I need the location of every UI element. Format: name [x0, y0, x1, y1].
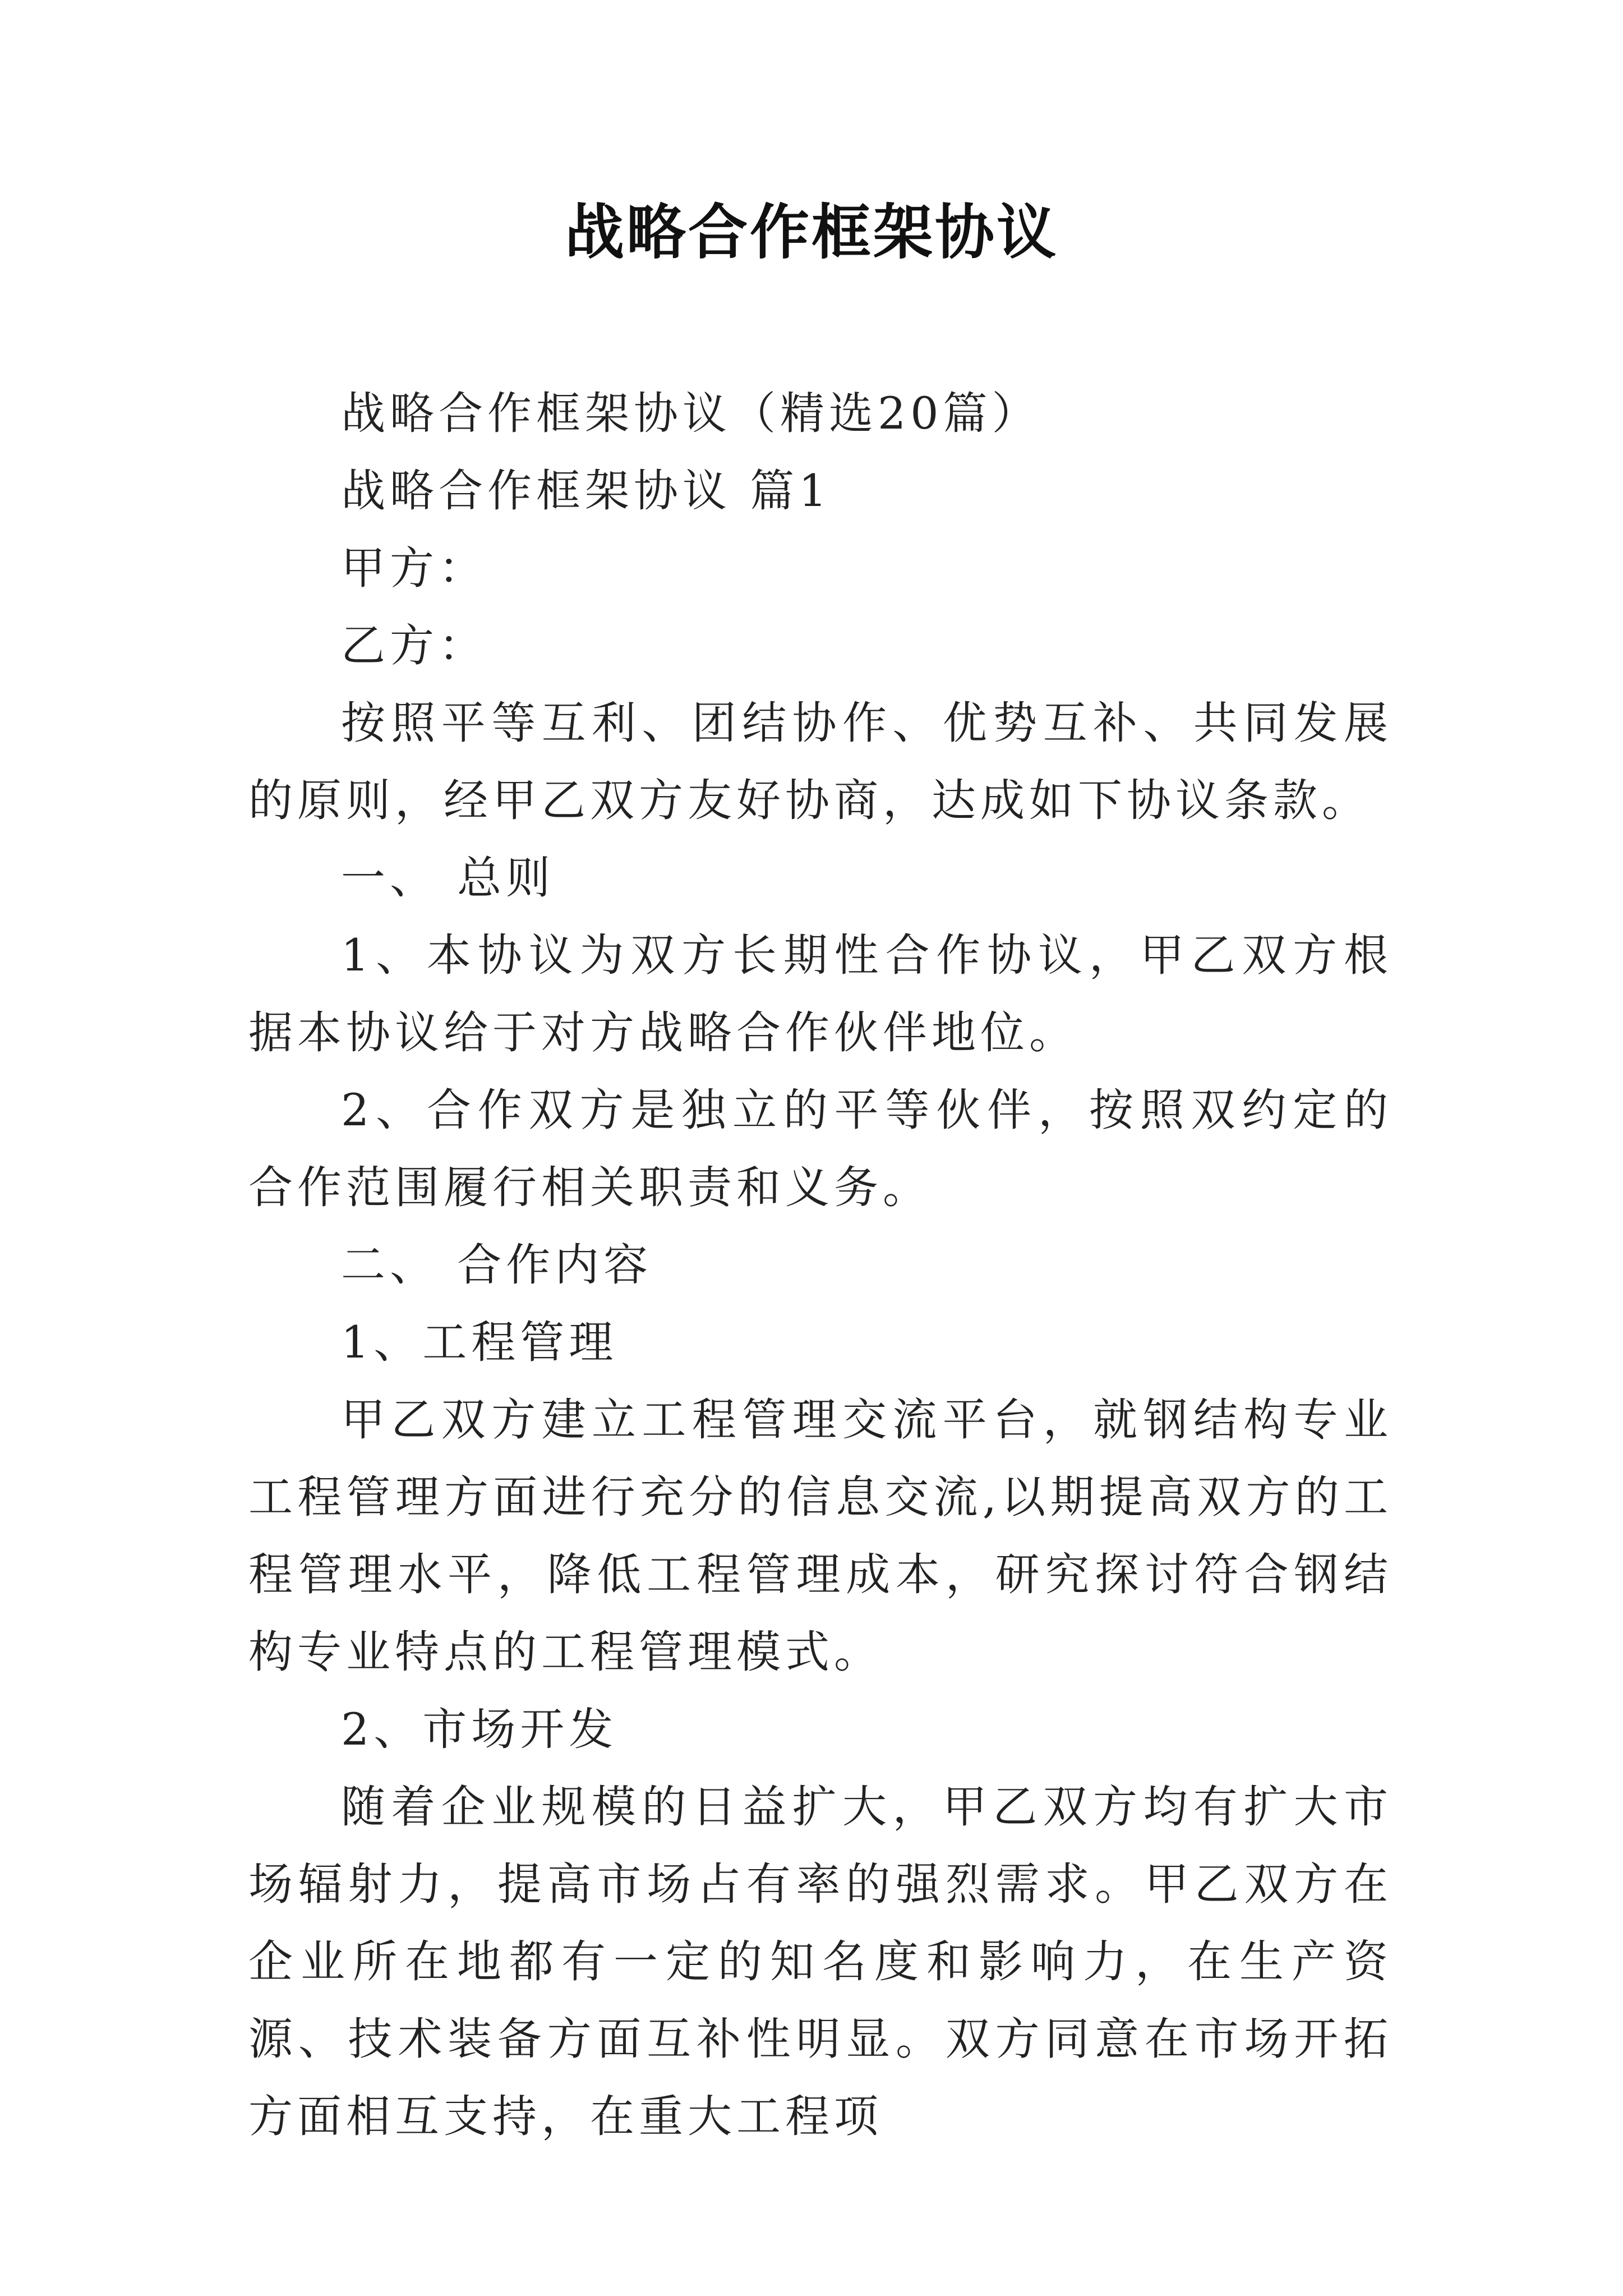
- paragraph-heading-cooperation: 二、 合作内容: [341, 1239, 653, 1291]
- paragraph-preamble: 按照平等互利、团结协作、优势互补、共同发展的原则，经甲乙双方友好协商，达成如下协议条款。: [248, 697, 1393, 826]
- paragraph-party-a: 甲方：: [341, 542, 487, 594]
- paragraph-party-b: 乙方：: [341, 620, 487, 671]
- paragraph-heading-general: 一、 总则: [341, 852, 555, 904]
- paragraph-subheading: 2、市场开发: [341, 1704, 618, 1755]
- paragraph-clause: 随着企业规模的日益扩大，甲乙双方均有扩大市场辐射力，提高市场占有率的强烈需求。甲乙双方在企业所在地都有一定的知名度和影响力，在生产资源、技术装备方面互补性明显。双方同意在市场开拓方面相互支持，在重大工程项: [248, 1781, 1393, 2142]
- paragraph-subtitle: 战略合作框架协议（精选20篇）: [341, 388, 1041, 439]
- document-body: [248, 375, 1393, 2155]
- paragraph-clause: 1、本协议为双方长期性合作协议，甲乙双方根据本协议给于对方战略合作伙伴地位。: [248, 930, 1393, 1059]
- paragraph-clause: 2、合作双方是独立的平等伙伴，按照双约定的合作范围履行相关职责和义务。: [248, 1084, 1393, 1213]
- paragraph-section-heading: 战略合作框架协议 篇1: [341, 465, 832, 517]
- paragraph-clause: 甲乙双方建立工程管理交流平台，就钢结构专业工程管理方面进行充分的信息交流,以期提高双方的工程管理水平，降低工程管理成本，研究探讨符合钢结构专业特点的工程管理模式。: [248, 1394, 1393, 1678]
- paragraph-subheading: 1、工程管理: [341, 1317, 618, 1368]
- document-title: 战略合作框架协议: [565, 198, 1058, 267]
